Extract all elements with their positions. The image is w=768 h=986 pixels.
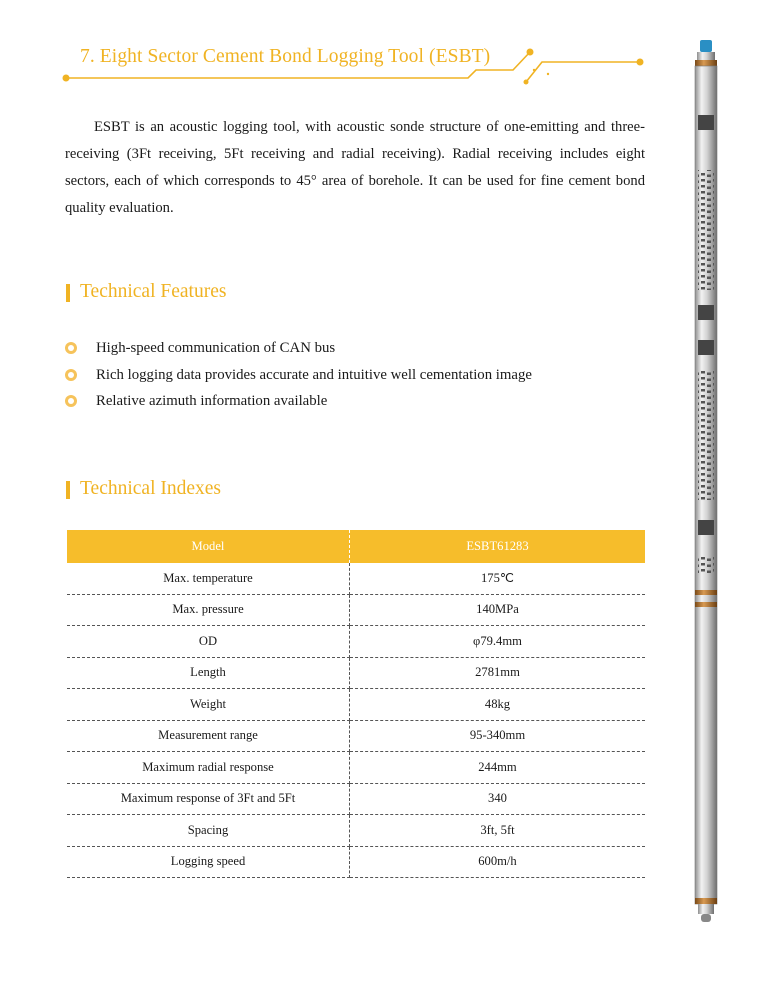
spec-value: 48kg: [350, 689, 646, 721]
spec-value: 175℃: [350, 563, 646, 594]
table-row: [67, 689, 645, 721]
table-row: [67, 783, 645, 815]
spec-label: Length: [67, 657, 350, 689]
heading-bar: [66, 284, 70, 302]
spec-label: Logging speed: [67, 846, 350, 878]
table-row: [67, 815, 645, 847]
table-row: [67, 720, 645, 752]
table-row: [67, 563, 645, 594]
spec-label: Weight: [67, 689, 350, 721]
spec-label: Spacing: [67, 815, 350, 847]
table-row: [67, 846, 645, 878]
spec-label: Maximum response of 3Ft and 5Ft: [67, 783, 350, 815]
spec-label: Max. pressure: [67, 594, 350, 626]
spec-label: Max. temperature: [67, 563, 350, 594]
feature-item: Rich logging data provides accurate and intuitive well cementation image: [65, 364, 532, 391]
spec-label: Measurement range: [67, 720, 350, 752]
table-row: [67, 657, 645, 689]
spec-value: 600m/h: [350, 846, 646, 878]
spec-table: [67, 530, 645, 878]
table-row: [67, 594, 645, 626]
spec-value: 95-340mm: [350, 720, 646, 752]
logging-tool-image: [688, 40, 724, 925]
header-model: Model: [67, 530, 350, 563]
spec-label: Maximum radial response: [67, 752, 350, 784]
spec-value: φ79.4mm: [350, 626, 646, 658]
features-heading-text: Technical Features: [80, 281, 227, 302]
page-title: 7. Eight Sector Cement Bond Logging Tool (ESBT): [80, 46, 491, 67]
intro-paragraph: ESBT is an acoustic logging tool, with acoustic sonde structure of one-emitting and three-receiving (3Ft receiving, 5Ft receiving and radial receiving). Radial receiving includes eight sectors, each of which corresponds to 45° area of borehole. It can be used for fine cement bond quality evaluation.: [65, 119, 645, 216]
table-header-row: [67, 530, 645, 563]
spec-value: 2781mm: [350, 657, 646, 689]
spec-value: 140MPa: [350, 594, 646, 626]
table-row: [67, 752, 645, 784]
bullet-icon: [65, 395, 77, 407]
features-list: [65, 337, 532, 417]
tool-cap: [700, 40, 712, 52]
spec-value: 3ft, 5ft: [350, 815, 646, 847]
spec-value: 340: [350, 783, 646, 815]
bullet-icon: [65, 369, 77, 381]
feature-item: Relative azimuth information available: [65, 390, 532, 417]
bullet-icon: [65, 342, 77, 354]
title-banner: [58, 40, 658, 90]
heading-bar: [66, 481, 70, 499]
spec-value: 244mm: [350, 752, 646, 784]
table-row: [67, 626, 645, 658]
spec-label: OD: [67, 626, 350, 658]
indexes-heading-text: Technical Indexes: [80, 478, 222, 499]
header-model-value: ESBT61283: [350, 530, 646, 563]
feature-item: High-speed communication of CAN bus: [65, 337, 532, 364]
